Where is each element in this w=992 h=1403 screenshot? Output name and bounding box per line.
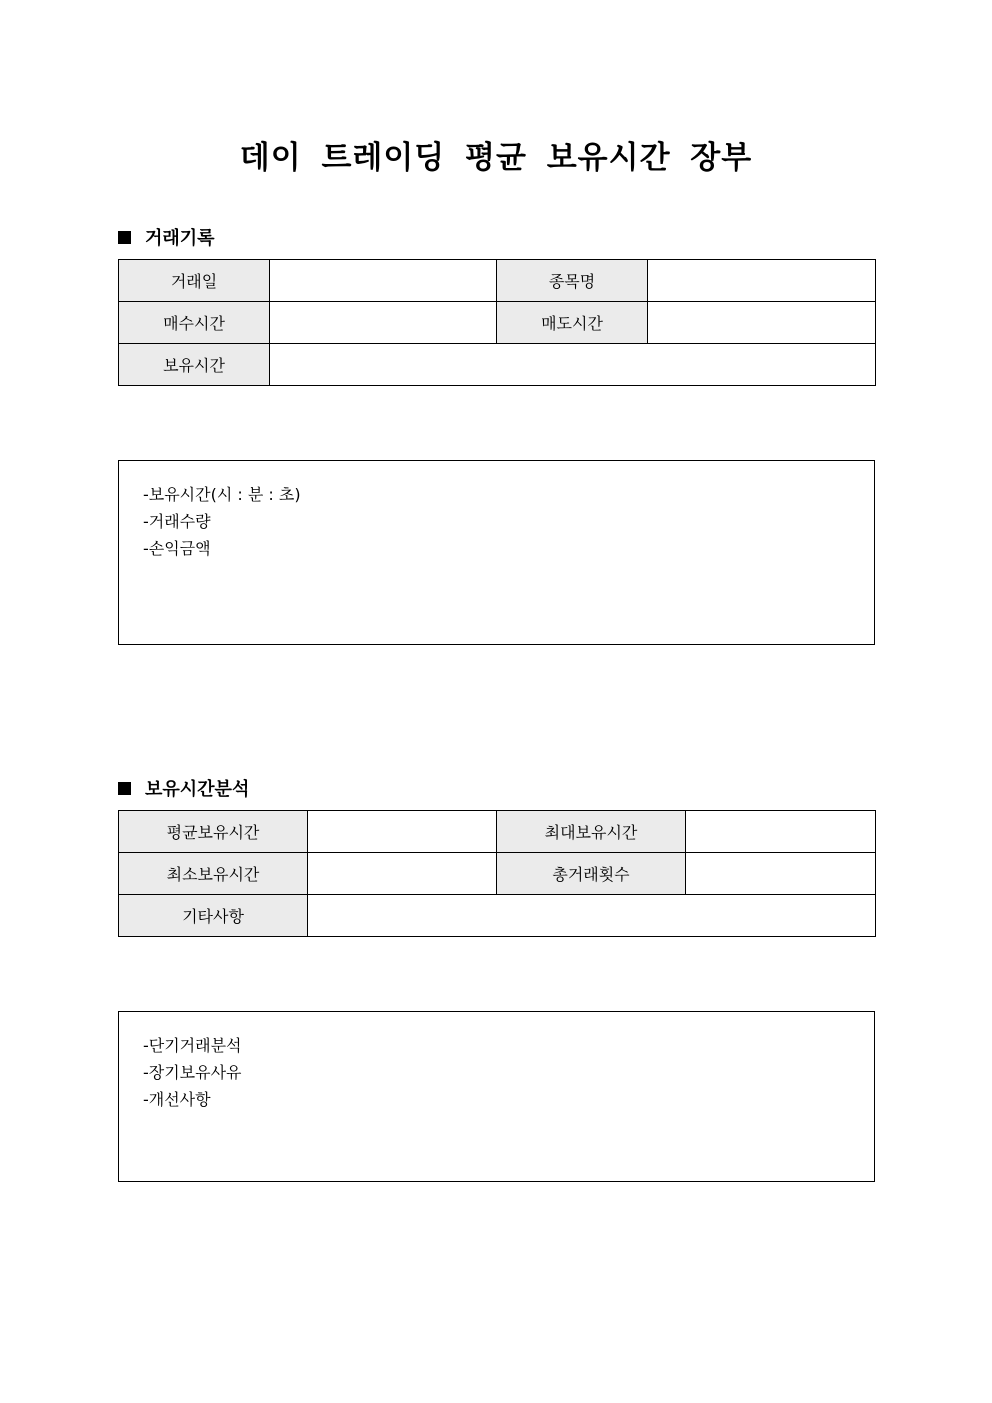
buy-time-label: 매수시간 [119, 302, 270, 344]
table-row [119, 811, 876, 853]
trade-date-label: 거래일 [119, 260, 270, 302]
list-item: -개선사항 [143, 1090, 211, 1109]
max-hold-field[interactable] [686, 811, 876, 853]
total-trades-label: 총거래횟수 [497, 853, 686, 895]
list-item: -단기거래분석 [143, 1036, 242, 1055]
sell-time-label: 매도시간 [497, 302, 648, 344]
other-notes-label: 기타사항 [119, 895, 308, 937]
hold-time-field[interactable] [270, 344, 876, 386]
list-item: -장기보유사유 [143, 1063, 242, 1082]
table-row [119, 853, 876, 895]
total-trades-field[interactable] [686, 853, 876, 895]
table-row [119, 344, 876, 386]
table-row [119, 302, 876, 344]
stock-name-field[interactable] [648, 260, 876, 302]
avg-hold-label: 평균보유시간 [119, 811, 308, 853]
sell-time-field[interactable] [648, 302, 876, 344]
min-hold-label: 최소보유시간 [119, 853, 308, 895]
square-bullet-icon [118, 782, 131, 795]
stock-name-label: 종목명 [497, 260, 648, 302]
trade-notes-box[interactable] [118, 460, 875, 645]
section-heading-label: 거래기록 [145, 228, 215, 249]
other-notes-field[interactable] [308, 895, 876, 937]
analysis-notes-box[interactable] [118, 1011, 875, 1182]
avg-hold-field[interactable] [308, 811, 497, 853]
square-bullet-icon [118, 231, 131, 244]
table-row [119, 895, 876, 937]
trade-date-field[interactable] [270, 260, 497, 302]
section-heading-hold-analysis [118, 775, 249, 801]
min-hold-field[interactable] [308, 853, 497, 895]
hold-analysis-table [118, 810, 876, 937]
list-item: -손익금액 [143, 539, 211, 558]
section-heading-label: 보유시간분석 [145, 779, 250, 800]
list-item: -보유시간(시 : 분 : 초) [143, 485, 301, 504]
hold-time-label: 보유시간 [119, 344, 270, 386]
buy-time-field[interactable] [270, 302, 497, 344]
trade-record-table [118, 259, 876, 386]
page-title: 데이 트레이딩 평균 보유시간 장부 [239, 140, 753, 176]
list-item: -거래수량 [143, 512, 211, 531]
table-row [119, 260, 876, 302]
section-heading-trade-record [118, 224, 215, 250]
max-hold-label: 최대보유시간 [497, 811, 686, 853]
